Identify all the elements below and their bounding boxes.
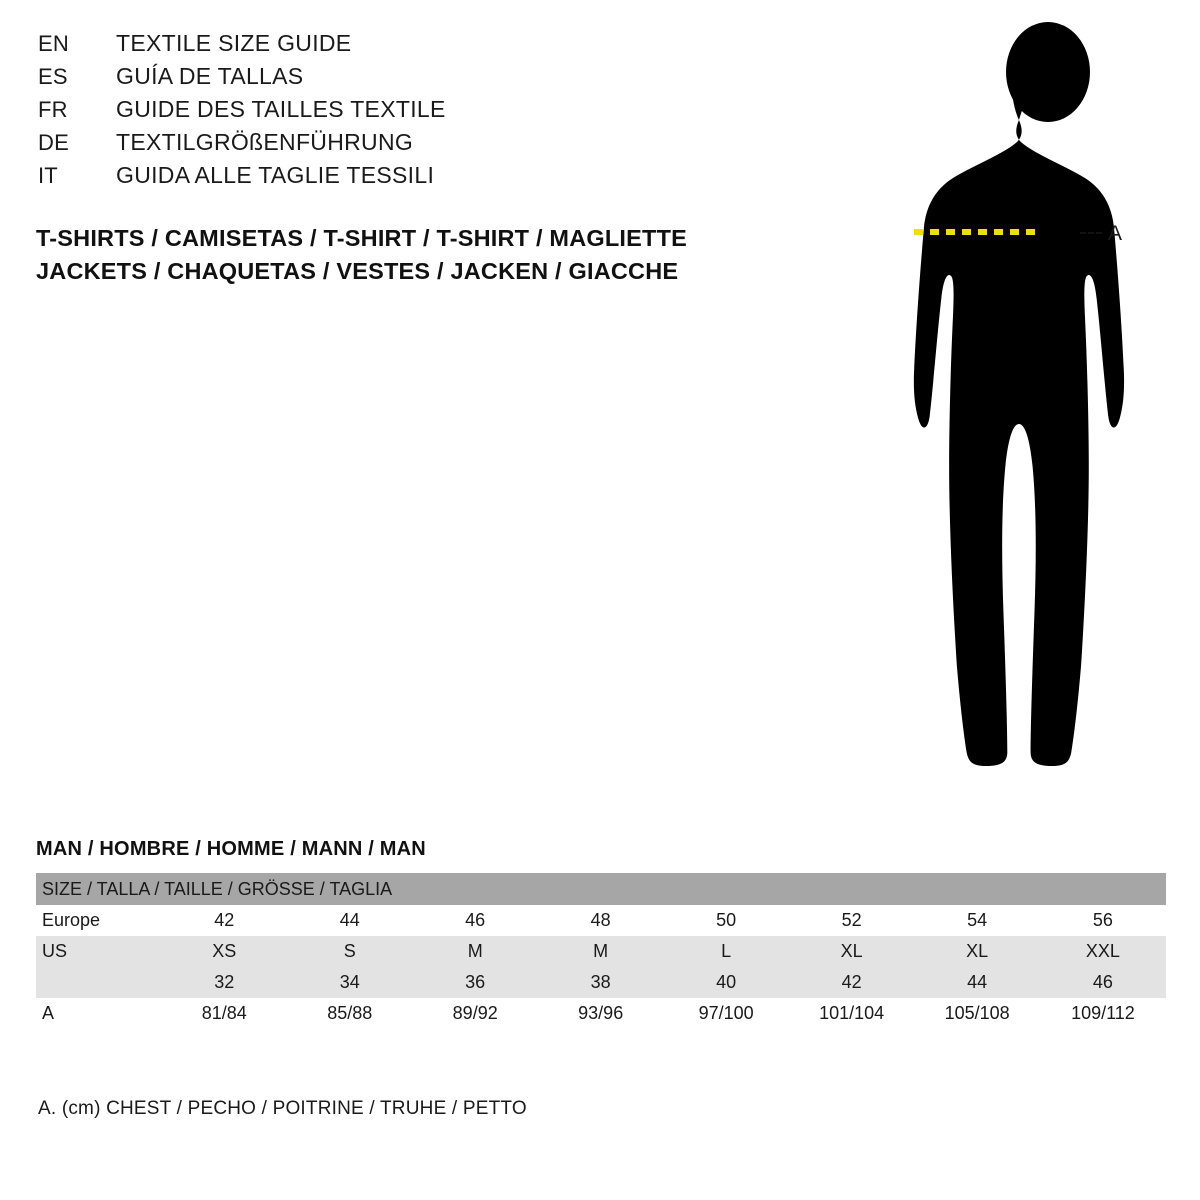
language-title: TEXTILGRÖßENFÜHRUNG	[116, 129, 414, 155]
footnote-chest: A. (cm) CHEST / PECHO / POITRINE / TRUHE / PETTO	[38, 1098, 527, 1119]
cell-a-6: 101/104	[789, 998, 914, 1029]
table-row	[36, 905, 1166, 936]
cell-numeric-2: 34	[287, 967, 412, 998]
language-code: FR	[38, 97, 68, 122]
language-row	[38, 96, 758, 129]
table-row	[36, 936, 1166, 967]
language-code: ES	[38, 64, 68, 89]
size-table-section	[36, 838, 1166, 1029]
cell-a-2: 85/88	[287, 998, 412, 1029]
table-group-title: MAN / HOMBRE / HOMME / MANN / MAN	[36, 838, 426, 860]
male-silhouette-figure	[790, 20, 1190, 800]
cell-us-5: L	[663, 936, 788, 967]
cell-numeric-5: 40	[663, 967, 788, 998]
cell-us-6: XL	[789, 936, 914, 967]
language-code: IT	[38, 163, 58, 188]
language-title: GUÍA DE TALLAS	[116, 63, 304, 89]
table-header-label: SIZE / TALLA / TAILLE / GRÖSSE / TAGLIA	[36, 873, 1166, 905]
cell-us-7: XL	[914, 936, 1039, 967]
cell-europe-7: 54	[914, 905, 1039, 936]
language-title: GUIDE DES TAILLES TEXTILE	[116, 96, 446, 122]
measure-label-a: A	[1108, 222, 1123, 245]
language-header-block	[38, 30, 758, 195]
row-label-us: US	[36, 936, 161, 967]
cell-a-3: 89/92	[412, 998, 537, 1029]
cell-us-2: S	[287, 936, 412, 967]
size-table	[36, 873, 1166, 1029]
cell-us-3: M	[412, 936, 537, 967]
cell-europe-2: 44	[287, 905, 412, 936]
cell-us-1: XS	[161, 936, 286, 967]
cell-europe-8: 56	[1040, 905, 1166, 936]
cell-a-1: 81/84	[161, 998, 286, 1029]
language-title: TEXTILE SIZE GUIDE	[116, 30, 352, 56]
cell-a-8: 109/112	[1040, 998, 1166, 1029]
cell-europe-5: 50	[663, 905, 788, 936]
head-shape	[1006, 22, 1090, 122]
language-code: DE	[38, 130, 69, 155]
language-row	[38, 63, 758, 96]
cell-a-5: 97/100	[663, 998, 788, 1029]
measure-leader-line	[1080, 232, 1102, 234]
language-code: EN	[38, 31, 69, 56]
cell-a-4: 93/96	[538, 998, 663, 1029]
cell-numeric-4: 38	[538, 967, 663, 998]
table-row	[36, 967, 1166, 998]
row-label-europe: Europe	[36, 905, 161, 936]
cell-numeric-6: 42	[789, 967, 914, 998]
cell-us-8: XXL	[1040, 936, 1166, 967]
category-jackets: JACKETS / CHAQUETAS / VESTES / JACKEN / GIACCHE	[36, 258, 679, 284]
cell-numeric-3: 36	[412, 967, 537, 998]
cell-europe-6: 52	[789, 905, 914, 936]
table-header-row	[36, 873, 1166, 905]
cell-europe-1: 42	[161, 905, 286, 936]
language-row	[38, 30, 758, 63]
cell-numeric-7: 44	[914, 967, 1039, 998]
row-label-numeric	[36, 967, 161, 998]
category-tshirts: T-SHIRTS / CAMISETAS / T-SHIRT / T-SHIRT / MAGLIETTE	[36, 225, 687, 251]
cell-numeric-1: 32	[161, 967, 286, 998]
row-label-a: A	[36, 998, 161, 1029]
cell-europe-4: 48	[538, 905, 663, 936]
language-title: GUIDA ALLE TAGLIE TESSILI	[116, 162, 435, 188]
cell-a-7: 105/108	[914, 998, 1039, 1029]
cell-numeric-8: 46	[1040, 967, 1166, 998]
table-row	[36, 998, 1166, 1029]
language-row	[38, 162, 758, 195]
cell-us-4: M	[538, 936, 663, 967]
language-row	[38, 129, 758, 162]
silhouette-graphic	[790, 20, 1190, 800]
category-headings	[36, 222, 796, 288]
cell-europe-3: 46	[412, 905, 537, 936]
